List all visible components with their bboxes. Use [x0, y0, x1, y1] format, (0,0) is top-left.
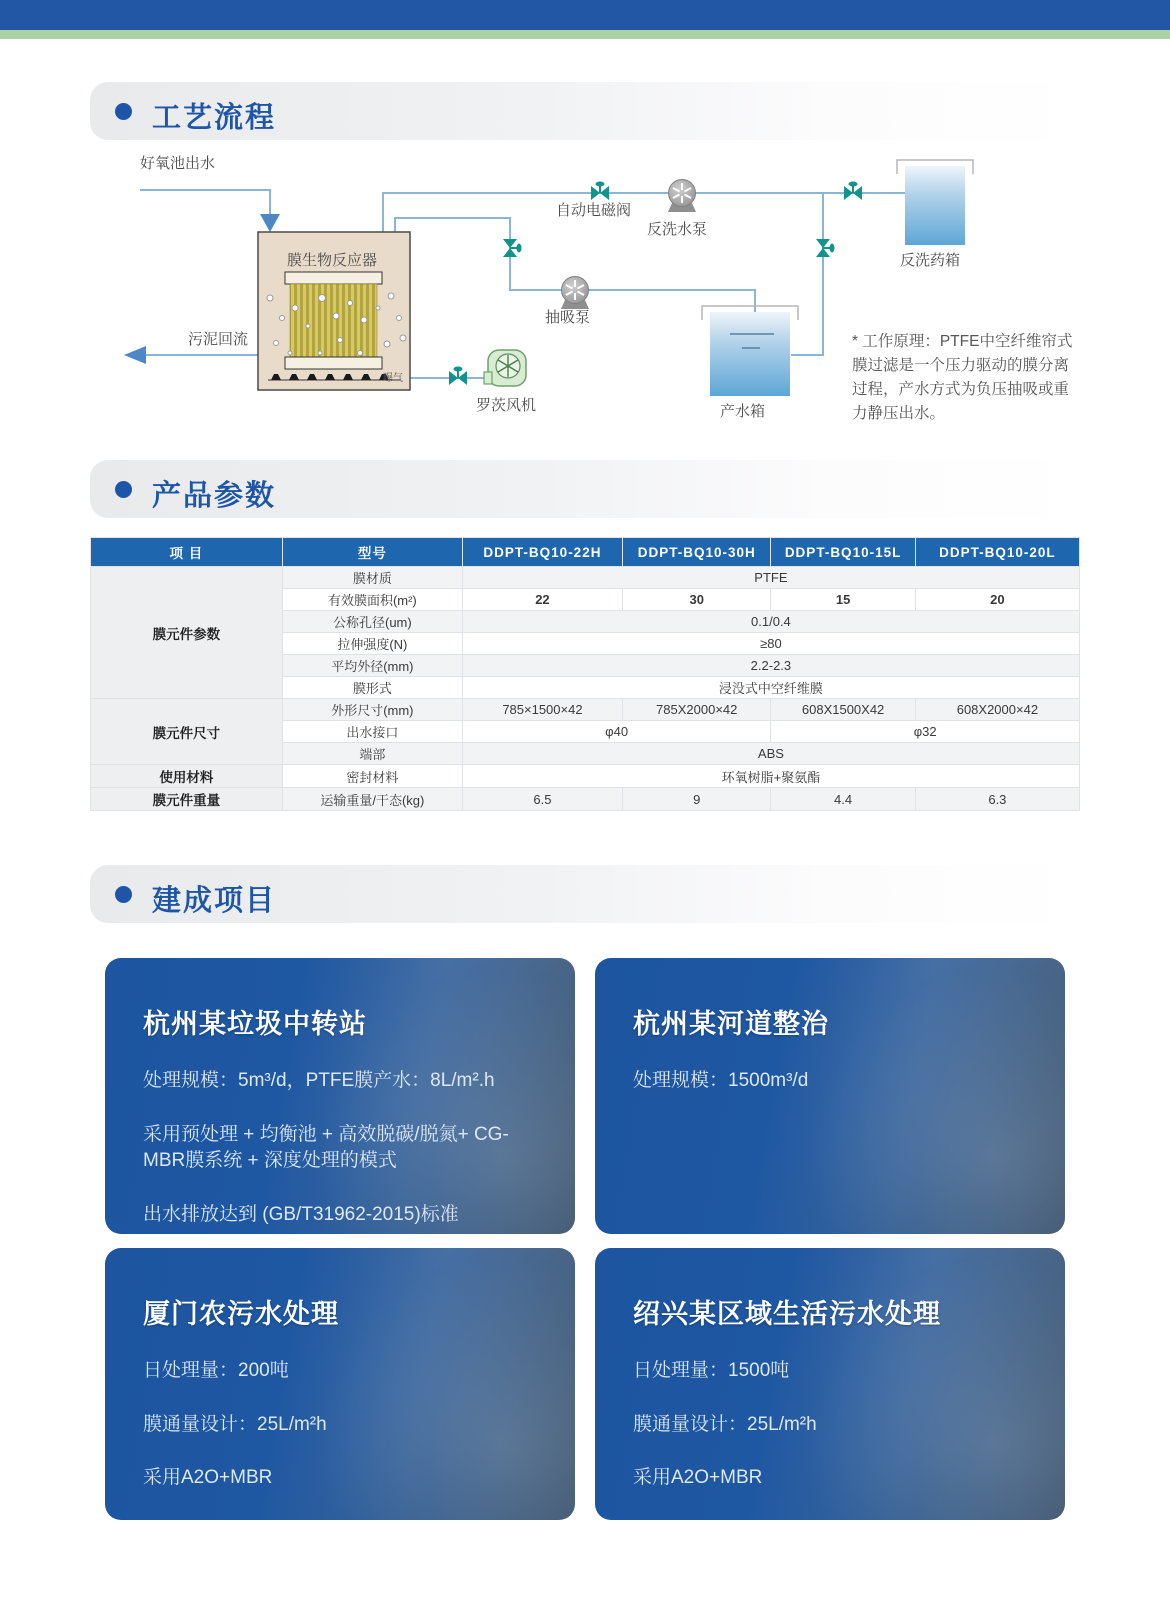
value-cell: 0.1/0.4: [462, 611, 1079, 633]
project-card-title: 绍兴某区域生活污水处理: [633, 1299, 941, 1329]
backwash-pump-label: 反洗水泵: [647, 221, 708, 238]
group-cell: 膜元件参数: [91, 567, 283, 699]
section-header-params: [90, 460, 1080, 518]
param-cell: 运输重量/干态(kg): [282, 788, 462, 811]
backwash-pump-icon: [668, 180, 696, 213]
value-cell: 浸没式中空纤维膜: [462, 677, 1079, 699]
table-row: [91, 788, 1080, 811]
project-card-line: 日处理量：200吨: [143, 1360, 289, 1381]
product-parameters-table: [90, 537, 1080, 811]
roots-blower-icon: [484, 350, 526, 386]
param-cell: 外形尺寸(mm): [282, 699, 462, 721]
project-card-line: 日处理量：1500吨: [633, 1360, 790, 1381]
value-cell: φ40: [462, 721, 771, 743]
group-cell: 使用材料: [91, 765, 283, 788]
value-cell: 9: [623, 788, 771, 811]
pipes: [140, 190, 905, 378]
section-header-projects: [90, 865, 1080, 923]
value-cell: 785×1500×42: [462, 699, 622, 721]
value-cell: 6.5: [462, 788, 622, 811]
section-title-params: 产品参数: [152, 480, 277, 512]
param-cell: 拉伸强度(N): [282, 633, 462, 655]
value-cell: PTFE: [462, 567, 1079, 589]
value-cell: 环氧树脂+聚氨酯: [462, 765, 1079, 788]
project-card-line: 膜通量设计：25L/m²h: [143, 1413, 327, 1435]
table-row: [91, 699, 1080, 721]
group-cell: 膜元件重量: [91, 788, 283, 811]
project-card-xiamen-rural-sewage: [105, 1248, 575, 1520]
blower-label: 罗茨风机: [476, 397, 537, 414]
feed-label: 好氧池出水: [140, 155, 216, 172]
value-cell: 15: [771, 589, 915, 611]
backwash-tank-valve-icon: [844, 182, 862, 201]
project-card-line: 采用A2O+MBR: [143, 1467, 273, 1489]
project-card-hangzhou-river: [595, 958, 1065, 1234]
sludge-return-arrow-icon: [124, 346, 146, 364]
project-card-hangzhou-transfer-station: [105, 958, 575, 1234]
value-cell: 6.3: [915, 788, 1079, 811]
suction-pump-label: 抽吸泵: [545, 309, 591, 326]
backwash-tank-label: 反洗药箱: [900, 252, 961, 269]
group-cell: 膜元件尺寸: [91, 699, 283, 765]
table-row: [91, 567, 1080, 589]
feed-arrow-icon: [260, 214, 280, 232]
project-card-line: 采用预处理 + 均衡池 + 高效脱碳/脱氮+ CG-MBR膜系统 + 深度处理的模式: [143, 1123, 509, 1172]
param-cell: 平均外径(mm): [282, 655, 462, 677]
project-card-line: 处理规模：5m³/d，PTFE膜产水：8L/m².h: [143, 1070, 495, 1091]
top-green-strip: [0, 30, 1170, 39]
section-header-process: [90, 82, 1080, 140]
product-line-valve-icon: [816, 239, 835, 257]
value-cell: 785X2000×42: [623, 699, 771, 721]
process-flow-diagram: [90, 148, 1080, 448]
col-header-item: 项 目: [91, 538, 283, 567]
project-card-line: 处理规模：1500m³/d: [633, 1070, 809, 1091]
aeration-valve-icon: [449, 367, 467, 386]
solenoid-valve-icon: [591, 182, 609, 201]
section-title-projects: 建成项目: [152, 885, 277, 917]
param-cell: 膜材质: [282, 567, 462, 589]
col-header-model-15l: DDPT-BQ10-15L: [771, 538, 915, 567]
param-cell: 公称孔径(um): [282, 611, 462, 633]
project-card-shaoxing-domestic-sewage: [595, 1248, 1065, 1520]
project-card-line: 采用A2O+MBR: [633, 1467, 763, 1489]
project-card-title: 杭州某垃圾中转站: [143, 1009, 367, 1039]
value-cell: φ32: [771, 721, 1080, 743]
backwash-chemical-tank: [897, 160, 973, 245]
suction-line-valve-icon: [503, 239, 522, 257]
table-row: [91, 765, 1080, 788]
value-cell: 608X1500X42: [771, 699, 915, 721]
working-principle-note: * 工作原理：PTFE中空纤维帘式膜过滤是一个压力驱动的膜分离过程，产水方式为负压抽吸或重力静压出水。: [852, 333, 1073, 423]
membrane-header: [285, 272, 382, 284]
value-cell: 30: [623, 589, 771, 611]
col-header-model: 型号: [282, 538, 462, 567]
product-tank-label: 产水箱: [720, 403, 766, 420]
value-cell: 2.2-2.3: [462, 655, 1079, 677]
project-card-title: 杭州某河道整治: [633, 1009, 829, 1039]
project-card-title: 厦门农污水处理: [143, 1299, 339, 1329]
solenoid-valve-label: 自动电磁阀: [556, 202, 632, 219]
project-card-line: 出水排放达到 (GB/T31962-2015)标准: [143, 1203, 459, 1225]
project-cards-grid: [105, 958, 1065, 1520]
col-header-model-20l: DDPT-BQ10-20L: [915, 538, 1079, 567]
top-blue-bar: [0, 0, 1170, 30]
param-cell: 密封材料: [282, 765, 462, 788]
value-cell: ABS: [462, 743, 1079, 765]
bullet-dot-icon: [115, 886, 132, 903]
col-header-model-22h: DDPT-BQ10-22H: [462, 538, 622, 567]
param-cell: 膜形式: [282, 677, 462, 699]
section-title-process: 工艺流程: [152, 102, 277, 134]
value-cell: ≥80: [462, 633, 1079, 655]
table-header-row: [91, 538, 1080, 567]
value-cell: 4.4: [771, 788, 915, 811]
value-cell: 22: [462, 589, 622, 611]
param-cell: 出水接口: [282, 721, 462, 743]
aeration-label: 曝气: [383, 373, 403, 384]
mbr-label: 膜生物反应器: [287, 252, 378, 269]
value-cell: 608X2000×42: [915, 699, 1079, 721]
col-header-model-30h: DDPT-BQ10-30H: [623, 538, 771, 567]
suction-pump-icon: [561, 277, 589, 310]
sludge-return-label: 污泥回流: [188, 331, 249, 348]
param-cell: 端部: [282, 743, 462, 765]
product-water-tank: [702, 306, 798, 396]
membrane-footer: [285, 357, 382, 369]
bullet-dot-icon: [115, 103, 132, 120]
project-card-line: 膜通量设计：25L/m²h: [633, 1413, 817, 1435]
bullet-dot-icon: [115, 481, 132, 498]
value-cell: 20: [915, 589, 1079, 611]
param-cell: 有效膜面积(m²): [282, 589, 462, 611]
